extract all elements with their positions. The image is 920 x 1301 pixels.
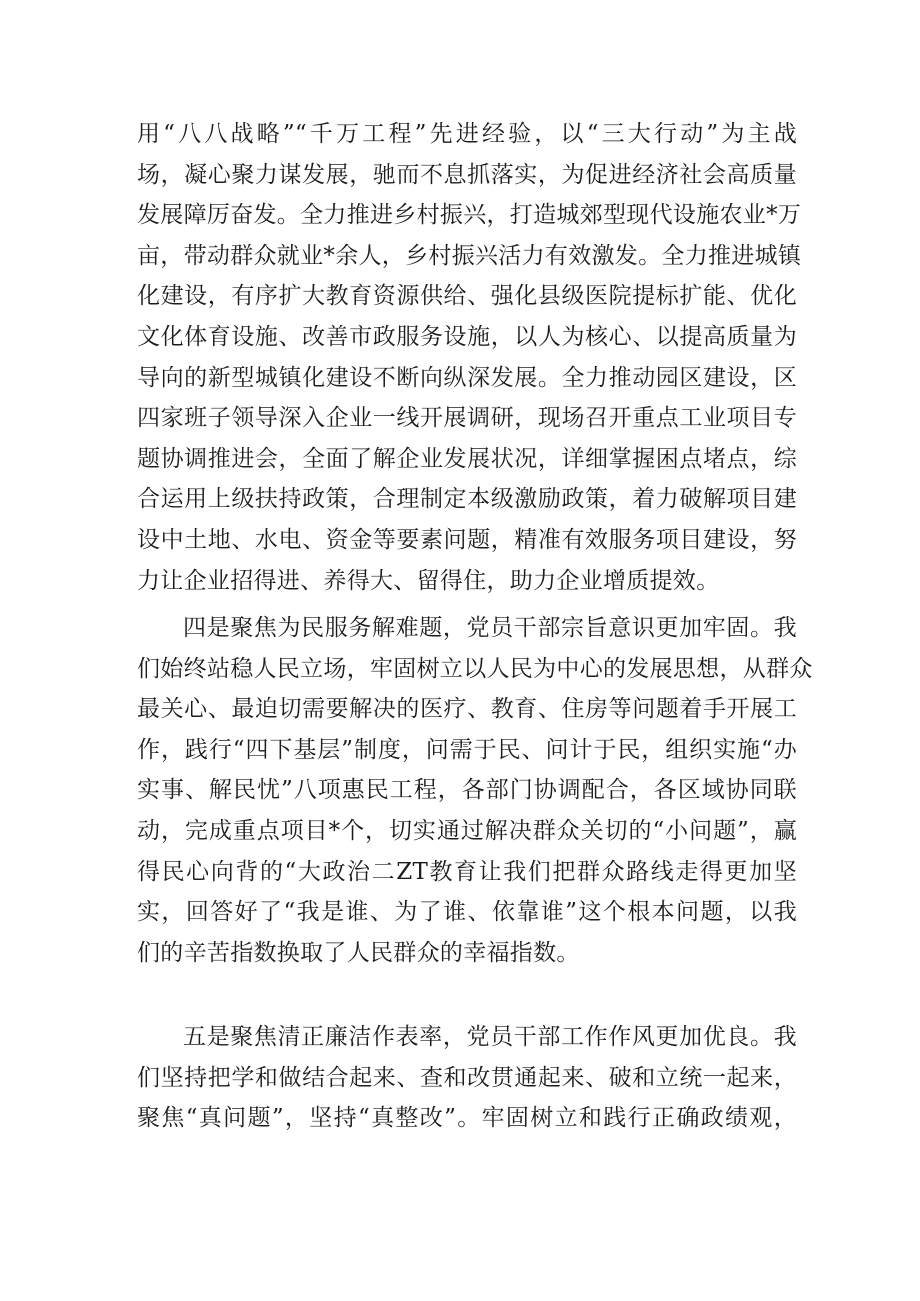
- paragraph-3: [137, 1017, 797, 1139]
- text-line: 亩，带动群众就业*余人，乡村振兴活力有效激发。全力推进城镇: [137, 242, 802, 269]
- text-line: 四家班子领导深入企业一线开展调研，现场召开重点工业项目专: [137, 405, 797, 432]
- text-line: 们的辛苦指数换取了人民群众的幸福指数。: [137, 939, 580, 966]
- text-line: 们始终站稳人民立场，牢固树立以人民为中心的发展思想，从群众: [137, 655, 813, 682]
- text-line: 导向的新型城镇化建设不断向纵深发展。全力推动园区建设，区: [137, 364, 797, 391]
- paragraph-1: [137, 114, 802, 601]
- text-line: 实，回答好了“我是谁、为了谁、依靠谁”这个根本问题，以我: [137, 899, 797, 926]
- text-line: 化建设，有序扩大教育资源供给、强化县级医院提标扩能、优化: [137, 283, 797, 310]
- text-line: 场，凝心聚力谋发展，驰而不息抓落实，为促进经济社会高质量: [137, 161, 797, 188]
- text-line: 最关心、最迫切需要解决的医疗、教育、住房等问题着手开展工: [137, 696, 797, 723]
- text-line: 设中土地、水电、资金等要素问题，精准有效服务项目建设，努: [137, 526, 797, 553]
- paragraph-2: [137, 608, 813, 973]
- text-line: 合运用上级扶持政策，合理制定本级激励政策，着力破解项目建: [137, 486, 797, 513]
- text-line: 题协调推进会，全面了解企业发展状况，详细掌握困点堵点，综: [137, 445, 797, 472]
- text-line: 用“八八战略”“千万工程”先进经验，以“三大行动”为主战: [137, 121, 797, 147]
- text-line: 文化体育设施、改善市政服务设施，以人为核心、以提高质量为: [137, 323, 797, 350]
- text-line: 四是聚焦为民服务解难题，党员干部宗旨意识更加牢固。我: [183, 615, 797, 641]
- text-line: 五是聚焦清正廉洁作表率，党员干部工作作风更加优良。我: [183, 1024, 797, 1050]
- text-line: 得民心向背的“大政治二ZT教育让我们把群众路线走得更加坚: [137, 858, 797, 885]
- text-line: 们坚持把学和做结合起来、查和改贯通起来、破和立统一起来，: [137, 1064, 797, 1091]
- text-line: 动，完成重点项目*个，切实通过解决群众关切的“小问题”，赢: [137, 817, 797, 844]
- text-line: 力让企业招得进、养得大、留得住，助力企业增质提效。: [137, 567, 720, 594]
- text-line: 发展障厉奋发。全力推进乡村振兴，打造城郊型现代设施农业*万: [137, 202, 802, 229]
- text-line: 作，践行“四下基层”制度，问需于民、问计于民，组织实施“办: [137, 736, 797, 763]
- text-line: 实事、解民忧”八项惠民工程，各部门协调配合，各区域协同联: [137, 777, 797, 804]
- text-line: 聚焦“真问题”，坚持“真整改”。牢固树立和践行正确政绩观，: [137, 1105, 797, 1132]
